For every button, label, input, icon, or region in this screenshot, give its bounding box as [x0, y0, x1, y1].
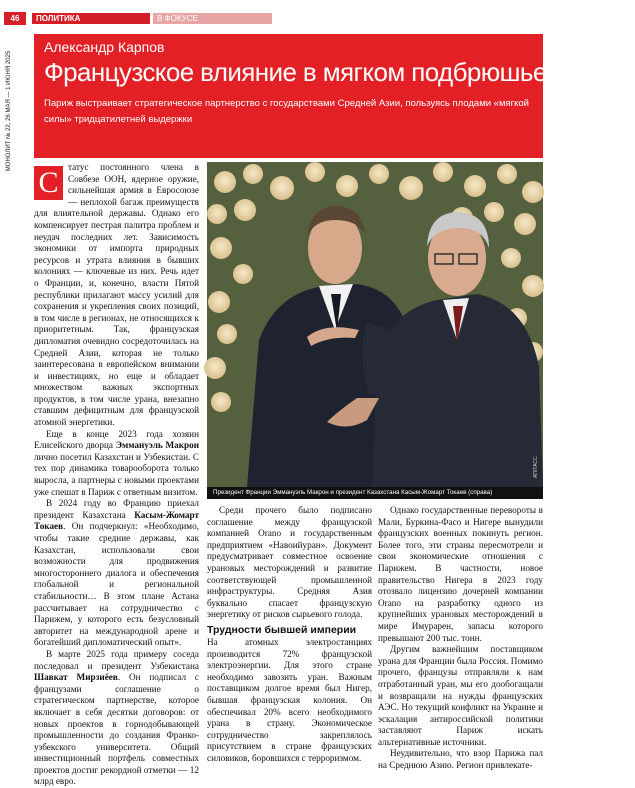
drop-cap: С	[34, 166, 63, 200]
paragraph-text: . Он подписал с французами соглашение о стратегическом партнерстве, которое включает в себя десятки договоров: от новых проектов в горнодобывающей промышленности до создания Франко-узбекского университета. Общий инвестиционный портфель совместных проектов достиг рекордной отметки — 12 млрд евро.	[34, 672, 199, 787]
person-name: Шавкат Мирзиёев	[34, 672, 118, 683]
paragraph-text: В марте 2025 года примеру соседа последовал и президент Узбекистана	[34, 648, 199, 671]
article-column-2	[207, 505, 372, 764]
paragraph-text: В 2024 году во Францию приехал президент Казахстана	[34, 498, 199, 520]
photo-illustration	[207, 162, 543, 487]
paragraph: На атомных электростанциях производится 72% французской электроэнергии. Для этого стране необходимо завозить уран. Важным поставщиком долгое время был Нигер, бывшая французская колония. Он обеспечивал 20% всего необходимого урана в страну. Экономическое сотрудничество закреплялось присутствием в стране французских силовиков, боровшихся с терроризмом.	[207, 636, 372, 763]
article-lead: Париж выстраивает стратегическое партнерство с государствами Средней Азии, пользуясь плодами «мягкой силы» тридцатилетней выдержки	[44, 98, 529, 125]
paragraph: Однако государственные перевороты в Мали, Буркина-Фасо и Нигере вынудили французских военных покинуть регион. Более того, эти страны пересмотрели и свои экономические отношения с Парижем. В частности, новое правительство Нигера в 2023 году отозвало лицензию дочерней компании Orano на разработку одного из крупнейших урановых месторождений в мире Имурарен, запасы которого превышают 200 тыс. тонн.	[378, 505, 543, 643]
section-subrubric: В ФОКУСЕ	[153, 13, 272, 24]
person-name: Эммануэль Макрон	[115, 440, 199, 451]
paragraph: татус постоянного члена в Совбезе ООН, ядерное оружие, сильнейшая армия в Евросоюзе — неплохой багаж преимуществ для влиятельной державы. Однако его компенсирует пестрая палитра проблем и неудач последних лет. Зависимость экономики от импорта природных ресурсов и утрата влияния в бывших колониях — ключевые из них. Речь идет о Франции, и, конечно, власти Пятой республики прилагают массу усилий для сохранения и укрепления своих позиций, в том числе в регионах, не относящихся к приоритетным. Так, французская дипломатия очевидно сосредоточилась на Средней Азии, которая не только заинтересована в европейском внимании и инвестициях, но еще и обладает множеством важных экспортных продуктов, в том числе урана, внезапно ставшим дефицитным для французской атомной энергетики.	[34, 162, 199, 428]
section-rubric: ПОЛИТИКА	[32, 13, 150, 24]
paragraph: Среди прочего было подписано соглашение между французской компанией Orano и государственным предприятием «Навоийуран». Документ предусматривает совместное освоение урановых месторождений и развитие соответствующей промышленной инфраструктуры. Средняя Азия буквально спасает французскую энергетику от рисков сырьевого голода.	[207, 505, 372, 620]
paragraph	[34, 498, 199, 649]
paragraph: Другим важнейшим поставщиком урана для Франции была Россия. Помимо прочего, французы отправляли к нам отработанный уран, мы его дообогащали и возвращали на нужды французских АЭС. Но текущий конфликт на Украине и эскалация антироссийской политики заставляют Париж искать альтернативные источники.	[378, 644, 543, 747]
article-title: Французское влияние в мягком подбрюшье России	[44, 57, 635, 87]
article-column-1	[34, 162, 199, 788]
author-name: Александр Карпов	[44, 39, 165, 55]
paragraph-text: . Он подчеркнул: «Необходимо, чтобы такие средние державы, как Казахстан, использовали свои возможности для продвижения многостороннего диалога и обеспечения глобальной и региональной стабильности… В этом плане Астана рассчитывает на сотрудничество с Парижем, у которого есть безусловный авторитет на международной арене и богатейший дипломатический опыт».	[34, 521, 199, 648]
person-name: Касым-Жомарт Токаев	[34, 509, 199, 532]
photo-caption: Президент Франции Эммануэль Макрон и президент Казахстана Касым-Жомарт Токаев (справа)	[207, 487, 543, 499]
paragraph-text: лично посетил Казахстан и Узбекистан. С тех пор динамика товарооборота только выросла, а партнеры с новыми проектами уже спешат в Париж с ответным визитом.	[34, 451, 199, 497]
subheading: Трудности бывшей империи	[207, 623, 357, 636]
issue-info: МОНОЛИТ № 22, 26 МАЯ — 1 ИЮНЯ 2025	[6, 50, 12, 172]
photo-credit: АП/ТАСС	[533, 456, 539, 478]
paragraph	[34, 429, 199, 499]
article-photo	[207, 162, 543, 487]
headline-block	[34, 34, 635, 158]
issue-sidebar	[3, 34, 15, 194]
paragraph: Неудивительно, что взор Парижа пал на Среднюю Азию. Регион привлекате-	[378, 748, 543, 771]
paragraph	[34, 649, 199, 788]
paragraph-text: Еще в конце 2023 года хозяин Елисейского дворца	[34, 428, 199, 451]
article-column-3	[378, 505, 543, 772]
page-number: 46	[4, 12, 26, 25]
